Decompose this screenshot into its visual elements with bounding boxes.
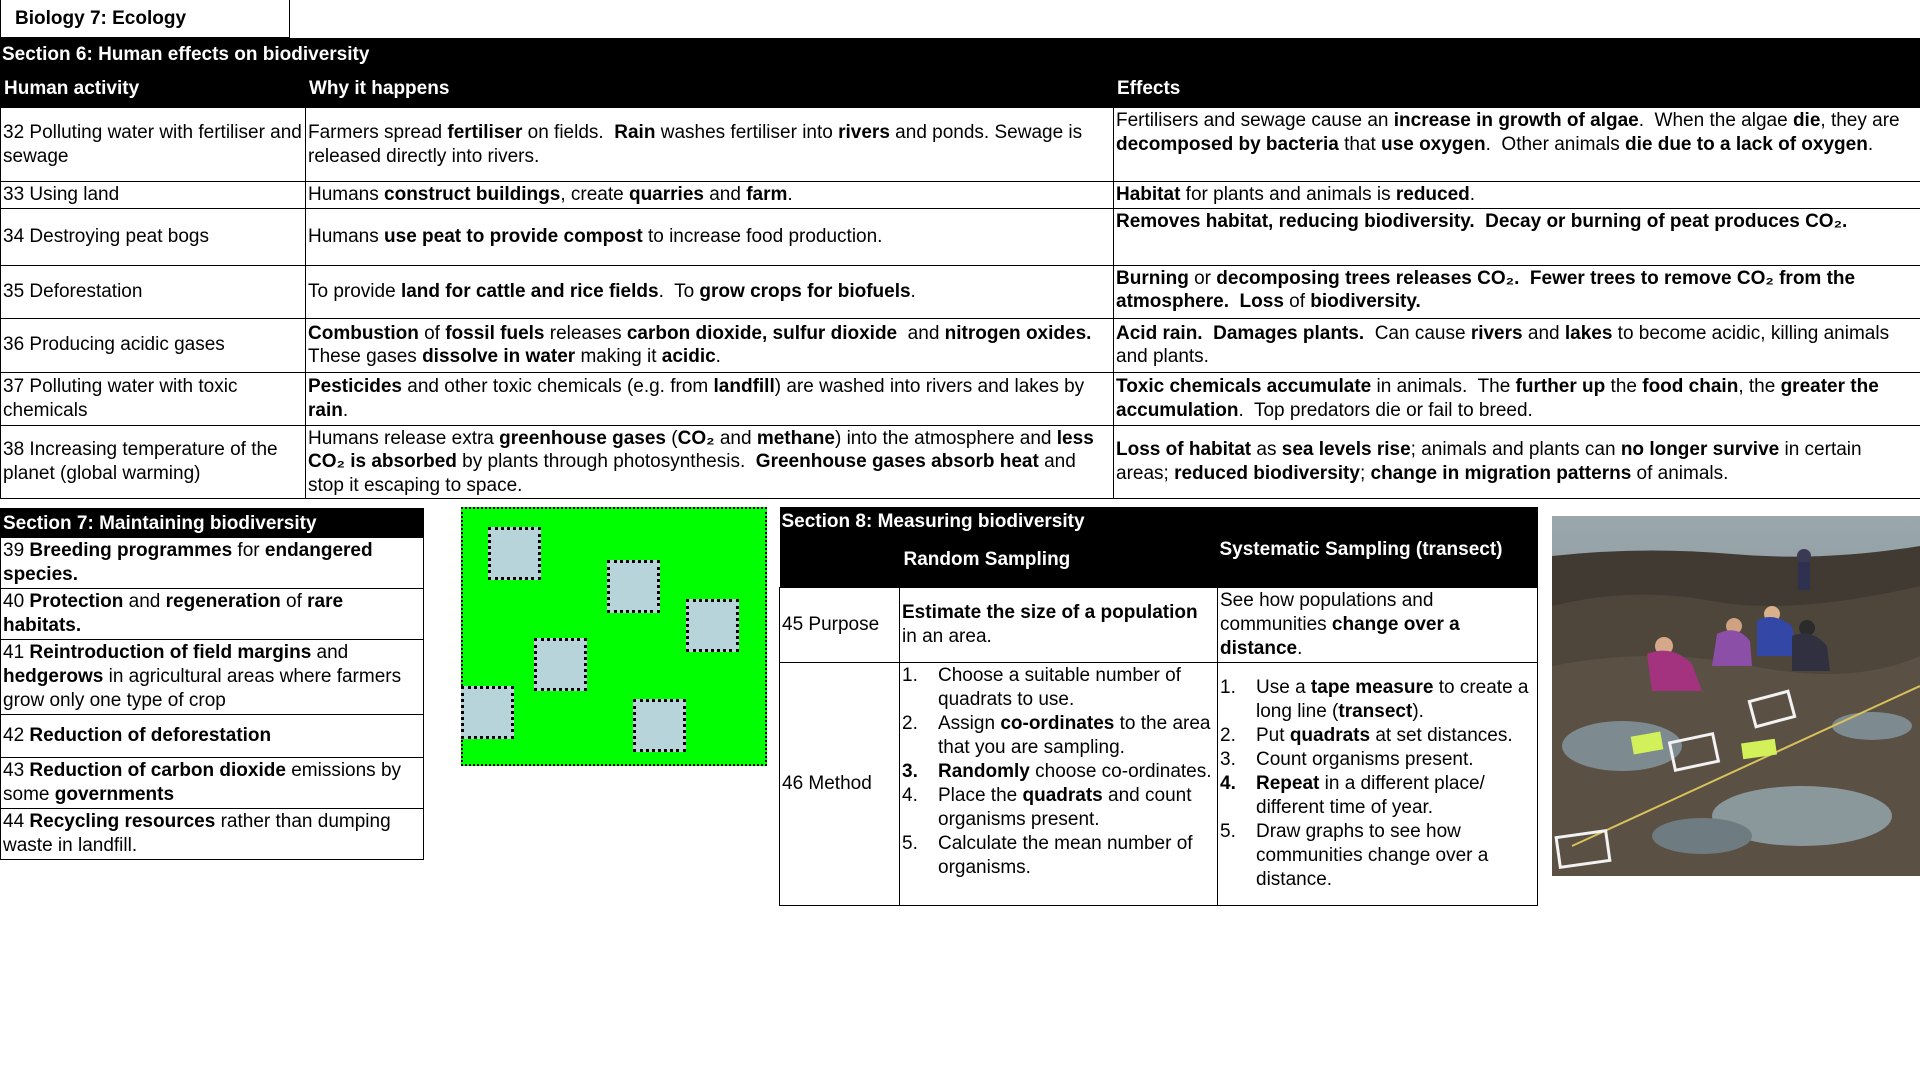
table-row (1, 182, 1920, 209)
section-8 (779, 507, 1537, 906)
col-why-it-happens: Why it happens (306, 71, 1114, 108)
table-row (1, 425, 1920, 499)
step-text: Draw graphs to see how communities change over a distance. (1256, 821, 1489, 890)
method-step (902, 784, 1215, 832)
step-number: 1. (1220, 677, 1236, 698)
list-item (1, 537, 423, 588)
section-8-header: Section 8: Measuring biodiversity (780, 507, 1538, 537)
step-text: Choose a suitable number of quadrats to use. (938, 665, 1181, 710)
quadrat-diagram-icon (461, 507, 767, 766)
effects-cell: Fertilisers and sewage cause an increase in growth of algae. When the algae die, they are decomposed by bacteria that use oxygen. Other animals die due to a lack of oxygen. (1114, 108, 1920, 182)
table-row (1, 208, 1920, 265)
step-text: Place the quadrats and count organisms present. (938, 785, 1192, 830)
step-text: Assign co-ordinates to the area that you are sampling. (938, 713, 1211, 758)
list-item-text: 44 Recycling resources rather than dumping waste in landfill. (3, 811, 391, 856)
quadrat-square (686, 599, 739, 652)
method-step (1220, 772, 1535, 820)
step-text: Calculate the mean number of organisms. (938, 833, 1193, 878)
purpose-systematic: See how populations and communities change over a distance. (1218, 588, 1538, 663)
why-cell: To provide land for cattle and rice fields. To grow crops for biofuels. (306, 265, 1114, 318)
list-item (1, 588, 423, 639)
why-cell: Humans release extra greenhouse gases (CO₂ and methane) into the atmosphere and less CO₂ is absorbed by plants through photosynthesis. Greenhouse gases absorb heat and stop it escaping to space. (306, 425, 1114, 499)
effects-cell: Habitat for plants and animals is reduced. (1114, 182, 1920, 209)
step-text: Randomly choose co-ordinates. (938, 761, 1212, 782)
list-item (1, 639, 423, 714)
step-number: 2. (1220, 725, 1236, 746)
method-step (902, 664, 1215, 712)
activity-cell: 35 Deforestation (1, 265, 306, 318)
table-row (1, 108, 1920, 182)
list-item (1, 714, 423, 757)
section-7-header: Section 7: Maintaining biodiversity (1, 509, 423, 537)
step-number: 1. (902, 665, 918, 686)
why-cell: Humans construct buildings, create quarries and farm. (306, 182, 1114, 209)
method-random (900, 663, 1218, 906)
activity-cell: 36 Producing acidic gases (1, 318, 306, 372)
why-cell: Farmers spread fertiliser on fields. Rain washes fertiliser into rivers and ponds. Sewage is released directly into rivers. (306, 108, 1114, 182)
effects-cell: Loss of habitat as sea levels rise; animals and plants can no longer survive in certain areas; reduced biodiversity; change in migration patterns of animals. (1114, 425, 1920, 499)
why-cell: Combustion of fossil fuels releases carbon dioxide, sulfur dioxide and nitrogen oxides. These gases dissolve in water making it acidic. (306, 318, 1114, 372)
activity-cell: 33 Using land (1, 182, 306, 209)
method-step (1220, 676, 1535, 724)
purpose-label: 45 Purpose (780, 588, 900, 663)
step-number: 2. (902, 713, 918, 734)
method-systematic (1218, 663, 1538, 906)
activity-cell: 32 Polluting water with fertiliser and sewage (1, 108, 306, 182)
effects-cell: Acid rain. Damages plants. Can cause rivers and lakes to become acidic, killing animals and plants. (1114, 318, 1920, 372)
purpose-random: Estimate the size of a population in an area. (900, 588, 1218, 663)
list-item-text: 40 Protection and regeneration of rare habitats. (3, 591, 344, 636)
col-random-sampling: Random Sampling (900, 537, 1218, 588)
method-step (902, 760, 1215, 784)
method-step (1220, 748, 1535, 772)
method-step (902, 712, 1215, 760)
step-text: Repeat in a different place/ different time of year. (1256, 773, 1485, 818)
step-number: 5. (902, 833, 918, 854)
step-number: 4. (902, 785, 918, 806)
step-number: 3. (902, 761, 918, 782)
list-item-text: 39 Breeding programmes for endangered species. (3, 540, 373, 585)
page-title: Biology 7: Ecology (0, 0, 290, 38)
method-label: 46 Method (780, 663, 900, 906)
activity-cell: 34 Destroying peat bogs (1, 208, 306, 265)
section-6-header: Section 6: Human effects on biodiversity (0, 38, 1920, 71)
quadrat-square (633, 699, 686, 752)
col-effects: Effects (1114, 71, 1920, 108)
list-item-text: 42 Reduction of deforestation (3, 725, 272, 746)
step-text: Put quadrats at set distances. (1256, 725, 1513, 746)
step-text: Use a tape measure to create a long line (transect). (1256, 677, 1529, 722)
list-item-text: 41 Reintroduction of field margins and hedgerows in agricultural areas where farmers grow only one type of crop (3, 642, 402, 711)
why-cell: Humans use peat to provide compost to increase food production. (306, 208, 1114, 265)
step-number: 5. (1220, 821, 1236, 842)
quadrat-square (488, 527, 541, 580)
method-step (902, 832, 1215, 880)
method-step (1220, 724, 1535, 748)
list-item (1, 808, 423, 859)
method-step (1220, 820, 1535, 892)
activity-cell: 38 Increasing temperature of the planet (global warming) (1, 425, 306, 499)
section-6 (0, 38, 1920, 499)
transect-fieldwork-photo (1552, 516, 1920, 876)
quadrat-square (534, 638, 587, 691)
photo-svg (1552, 516, 1920, 876)
sampling-table (779, 507, 1538, 906)
why-cell: Pesticides and other toxic chemicals (e.g. from landfill) are washed into rivers and lakes by rain. (306, 372, 1114, 425)
quadrat-square (461, 686, 514, 739)
col-human-activity: Human activity (1, 71, 306, 108)
effects-cell: Toxic chemicals accumulate in animals. The further up the food chain, the greater the accumulation. Top predators die or fail to breed. (1114, 372, 1920, 425)
activity-cell: 37 Polluting water with toxic chemicals (1, 372, 306, 425)
effects-cell: Removes habitat, reducing biodiversity. Decay or burning of peat produces CO₂. (1114, 208, 1920, 265)
effects-cell: Burning or decomposing trees releases CO₂. Fewer trees to remove CO₂ from the atmosphere. Loss of biodiversity. (1114, 265, 1920, 318)
section-7 (0, 508, 424, 860)
col-systematic-sampling: Systematic Sampling (transect) (1218, 537, 1538, 588)
list-item (1, 757, 423, 808)
quadrat-square (607, 560, 660, 613)
human-effects-table (0, 71, 1920, 499)
step-text: Count organisms present. (1256, 749, 1474, 770)
step-number: 3. (1220, 749, 1236, 770)
list-item-text: 43 Reduction of carbon dioxide emissions by some governments (3, 760, 402, 805)
step-number: 4. (1220, 773, 1236, 794)
table-row (1, 265, 1920, 318)
table-row (1, 318, 1920, 372)
table-row (1, 372, 1920, 425)
